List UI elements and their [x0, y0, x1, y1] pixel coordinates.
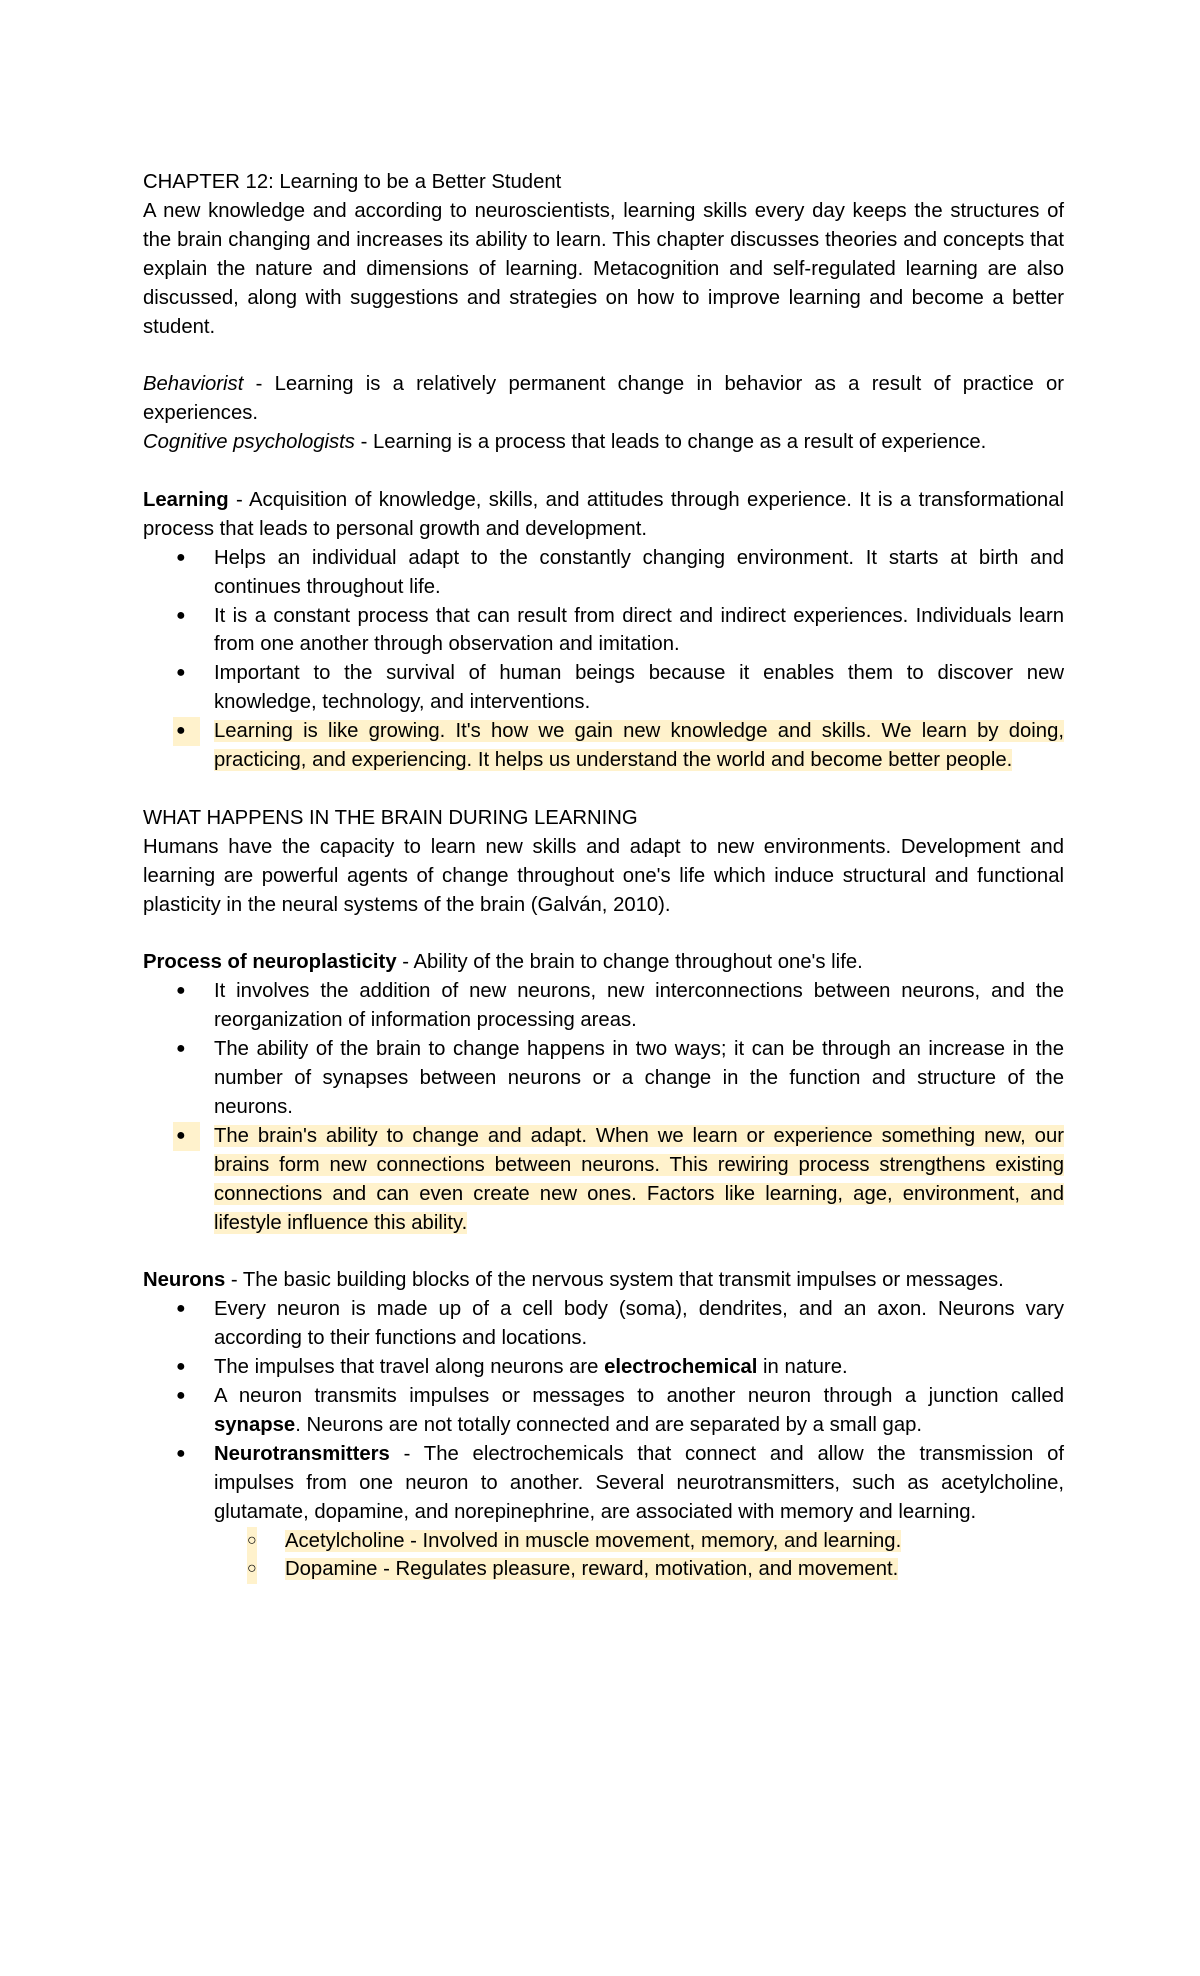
cognitive-definition: [143, 428, 1064, 457]
neurons-text: - The basic building blocks of the nervous system that transmit impulses or messages.: [225, 1269, 1004, 1292]
list-item-text: It is a constant process that can result from direct and indirect experiences. Individuals learn from one another through observation and imitation.: [214, 604, 1064, 656]
neurotransmitter-sublist: [143, 1527, 1064, 1585]
circle-bullet-icon: ○: [247, 1555, 257, 1584]
circle-bullet-icon: ○: [247, 1527, 257, 1556]
learning-text: - Acquisition of knowledge, skills, and attitudes through experience. It is a transformational process that leads to personal growth and development.: [143, 488, 1064, 540]
bullet-icon: ●: [173, 1122, 200, 1151]
behaviorist-text: - Learning is a relatively permanent change in behavior as a result of practice or experiences.: [143, 373, 1064, 425]
bullet-icon: ●: [176, 1386, 186, 1404]
spacer: [143, 920, 1064, 949]
list-item: [143, 1440, 1064, 1527]
bullet-icon: ●: [176, 606, 186, 624]
highlighted-text: Dopamine - Regulates pleasure, reward, motivation, and movement.: [285, 1558, 899, 1581]
spacer: [143, 1237, 1064, 1266]
neuroplasticity-text: - Ability of the brain to change throughout one's life.: [396, 951, 863, 974]
highlighted-list-item: [143, 1122, 1064, 1238]
list-item-text: The ability of the brain to change happens in two ways; it can be through an increase in the number of synapses between neurons or a change in the function and structure of the neurons.: [214, 1038, 1064, 1118]
learning-bullet-list: [143, 544, 1064, 775]
list-item: [143, 1295, 1064, 1353]
bullet-icon: ●: [176, 1040, 186, 1058]
neurons-bullet-list: [143, 1295, 1064, 1526]
list-item: [143, 1382, 1064, 1440]
list-item-text-post: . Neurons are not totally connected and are separated by a small gap.: [295, 1413, 923, 1436]
spacer: [143, 341, 1064, 370]
bullet-icon: ●: [173, 717, 200, 746]
list-item-text-pre: The impulses that travel along neurons are: [214, 1356, 605, 1379]
list-item: [143, 1035, 1064, 1122]
behaviorist-definition: [143, 370, 1064, 428]
neuroplasticity-bullet-list: [143, 977, 1064, 1237]
list-item-text: It involves the addition of new neurons, new interconnections between neurons, and the reorganization of information processing areas.: [214, 980, 1064, 1032]
electrochemical-term: electrochemical: [604, 1356, 758, 1379]
neurons-term: Neurons: [143, 1269, 226, 1292]
section-heading: WHAT HAPPENS IN THE BRAIN DURING LEARNING: [143, 806, 638, 829]
brain-paragraph: Humans have the capacity to learn new skills and adapt to new environments. Development and learning are powerful agents of change throughout one's life which induce structural and functional plasticity in the neural systems of the brain (Galván, 2010).: [143, 835, 1064, 916]
list-item-text: Every neuron is made up of a cell body (soma), dendrites, and an axon. Neurons vary according to their functions and locations.: [214, 1298, 1064, 1350]
bullet-icon: ●: [176, 548, 186, 566]
learning-definition: [143, 486, 1064, 544]
list-item-text: Important to the survival of human beings because it enables them to discover new knowledge, technology, and interventions.: [214, 662, 1064, 714]
sub-list-item: [143, 1555, 1064, 1584]
spacer: [143, 775, 1064, 804]
spacer: [143, 457, 1064, 486]
list-item: [143, 977, 1064, 1035]
neurons-definition: [143, 1266, 1064, 1295]
list-item-text: Helps an individual adapt to the constantly changing environment. It starts at birth and continues throughout life.: [214, 546, 1064, 598]
document-page: [143, 168, 1064, 1584]
bullet-icon: ●: [176, 1444, 186, 1462]
bullet-icon: ●: [176, 1300, 186, 1318]
list-item-text-pre: A neuron transmits impulses or messages to another neuron through a junction called: [214, 1384, 1064, 1407]
cognitive-term: Cognitive psychologists: [143, 431, 355, 454]
bullet-icon: ●: [176, 982, 186, 1000]
list-item: [143, 659, 1064, 717]
list-item: [143, 1353, 1064, 1382]
neurotransmitters-term: Neurotransmitters: [214, 1442, 390, 1465]
list-item: [143, 602, 1064, 660]
intro-paragraph: A new knowledge and according to neuroscientists, learning skills every day keeps the structures of the brain changing and increases its ability to learn. This chapter discusses theories and concepts that explain the nature and dimensions of learning. Metacognition and self-regulated learning are also discussed, along with suggestions and strategies on how to improve learning and become a better student.: [143, 199, 1064, 338]
highlighted-text: Acetylcholine - Involved in muscle movement, memory, and learning.: [285, 1529, 902, 1552]
bullet-icon: ●: [176, 664, 186, 682]
highlighted-text: The brain's ability to change and adapt. When we learn or experience something new, our brains form new connections between neurons. This rewiring process strengthens existing connections and can even create new ones. Factors like learning, age, environment, and lifestyle influence this ability.: [214, 1124, 1064, 1234]
sub-list-item: [143, 1527, 1064, 1556]
learning-term: Learning: [143, 488, 229, 511]
list-item: [143, 544, 1064, 602]
highlighted-list-item: [143, 717, 1064, 775]
list-item-text-post: - The electrochemicals that connect and allow the transmission of impulses from one neuron to another. Several neurotransmitters, such as acetylcholine, glutamate, dopamine, and norepinephrine, are associated with memory and learning.: [214, 1442, 1064, 1523]
synapse-term: synapse: [214, 1413, 296, 1436]
cognitive-text: - Learning is a process that leads to change as a result of experience.: [354, 431, 987, 454]
chapter-title: CHAPTER 12: Learning to be a Better Student: [143, 171, 562, 193]
highlighted-text: Learning is like growing. It's how we gain new knowledge and skills. We learn by doing, practicing, and experiencing. It helps us understand the world and become better people.: [214, 720, 1064, 772]
list-item-text-post: in nature.: [757, 1356, 848, 1379]
neuroplasticity-term: Process of neuroplasticity: [143, 951, 397, 974]
neuroplasticity-definition: [143, 948, 1064, 977]
behaviorist-term: Behaviorist: [143, 373, 244, 396]
bullet-icon: ●: [176, 1358, 186, 1376]
